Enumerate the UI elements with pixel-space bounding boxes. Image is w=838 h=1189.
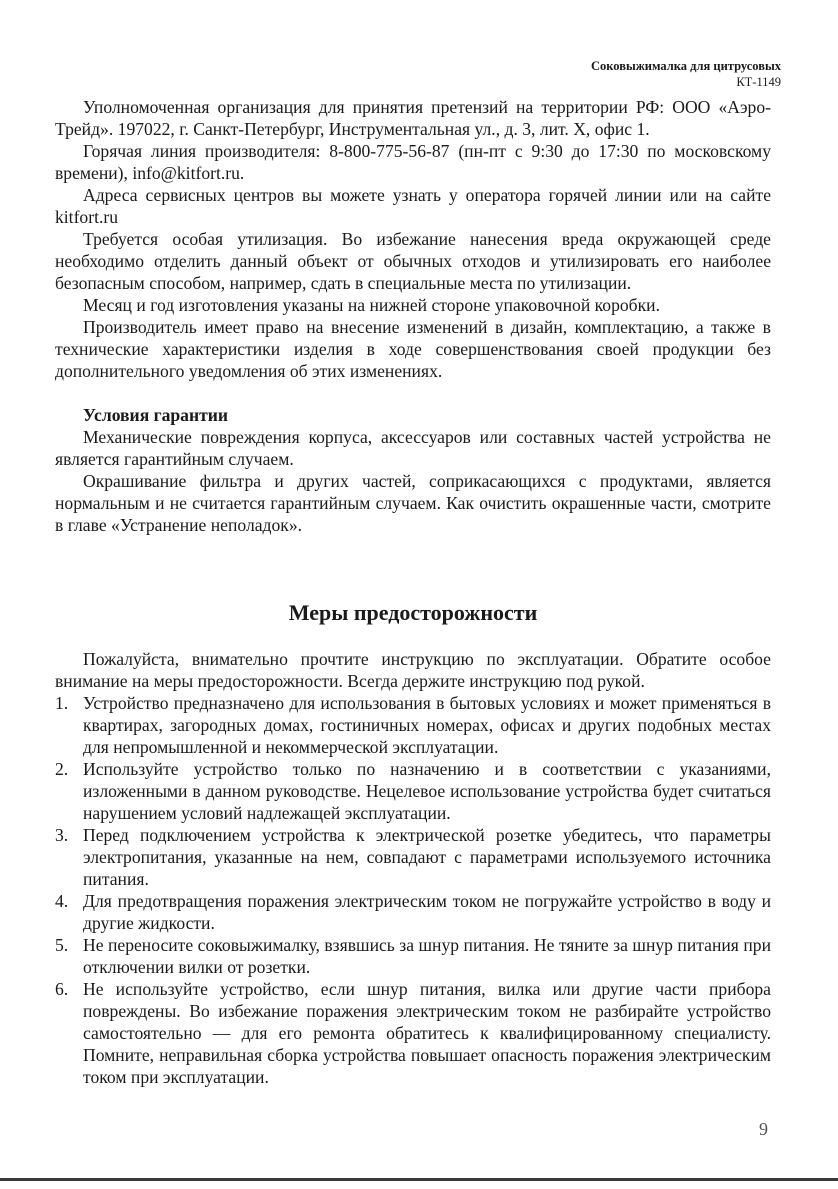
precautions-list: [55, 692, 771, 1088]
list-item: [55, 692, 771, 758]
paragraph-warranty-damage: Механические повреждения корпуса, аксессуаров или составных частей устройства не является гарантийным случаем.: [55, 427, 771, 469]
paragraph-service-centers: Адреса сервисных центров вы можете узнать у оператора горячей линии или на сайте kitfort.ru: [55, 185, 771, 227]
list-item-text: Перед подключением устройства к электрической розетке убедитесь, что параметры электропитания, указанные на нем, совпадают с параметрами используемого источника питания.: [83, 825, 771, 889]
list-item-text: Устройство предназначено для использования в бытовых условиях и может применяться в квартирах, загородных домах, гостиничных номерах, офисах и других подобных местах для непромышленной и некоммерческой эксплуатации.: [83, 693, 771, 757]
list-item: [55, 758, 771, 824]
list-item-text: Используйте устройство только по назначению и в соответствии с указаниями, изложенными в данном руководстве. Нецелевое использование устройства будет считаться нарушением условий надлежащей эксплуатации.: [83, 759, 771, 823]
precautions-section-title: Меры предосторожности: [288, 600, 538, 625]
precautions-intro: Пожалуйста, внимательно прочтите инструкцию по эксплуатации. Обратите особое внимание на меры предосторожности. Всегда держите инструкцию под рукой.: [55, 649, 771, 691]
list-item: [55, 978, 771, 1088]
list-item: [55, 934, 771, 978]
paragraph-manufacturer-rights: Производитель имеет право на внесение изменений в дизайн, комплектацию, а также в технические характеристики изделия в ходе совершенствования своей продукции без дополнительного уведомления об этих изменениях.: [55, 317, 771, 381]
paragraph-manufacture-date: Месяц и год изготовления указаны на нижней стороне упаковочной коробки.: [83, 295, 660, 315]
paragraph-claims-organization: Уполномоченная организация для принятия претензий на территории РФ: ООО «Аэро-Трейд». 197022, г. Санкт-Петербург, Инструментальная ул., д. 3, лит. Х, офис 1.: [55, 97, 771, 139]
bottom-rule: [0, 1178, 838, 1181]
list-item-text: Не используйте устройство, если шнур питания, вилка или другие части прибора повреждены. Во избежание поражения электрическим током не разбирайте устройство самостоятельно — для его ремонта обратитесь к квалифицированному специалисту. Помните, неправильная сборка устройства повышает опасность поражения электрическим током при эксплуатации.: [83, 979, 771, 1087]
list-item-number: 5.: [55, 935, 69, 955]
paragraph-disposal: Требуется особая утилизация. Во избежание нанесения вреда окружающей среде необходимо отделить данный объект от обычных отходов и утилизировать его наиболее безопасным способом, например, сдать в специальные места по утилизации.: [55, 229, 771, 293]
list-item-number: 1.: [55, 693, 69, 713]
warranty-heading: Условия гарантии: [83, 405, 229, 425]
intro-block: [55, 96, 771, 536]
list-item-number: 4.: [55, 891, 69, 911]
page-number: 9: [759, 1119, 768, 1139]
list-item-text: Не переносите соковыжималку, взявшись за шнур питания. Не тяните за шнур питания при отключении вилки от розетки.: [83, 935, 771, 977]
list-item-text: Для предотвращения поражения электрическим током не погружайте устройство в воду и другие жидкости.: [83, 891, 771, 933]
list-item-number: 6.: [55, 979, 69, 999]
precautions-block: [55, 648, 771, 1088]
list-item-number: 3.: [55, 825, 69, 845]
list-item: [55, 824, 771, 890]
list-item-number: 2.: [55, 759, 69, 779]
header-model-number: КТ-1149: [736, 75, 781, 89]
running-header: [591, 58, 781, 90]
list-item: [55, 890, 771, 934]
header-product-title: Соковыжималка для цитрусовых: [590, 59, 781, 73]
paragraph-hotline: Горячая линия производителя: 8-800-775-56-87 (пн-пт с 9:30 до 17:30 по московскому времени), info@kitfort.ru.: [55, 141, 771, 183]
paragraph-warranty-staining: Окрашивание фильтра и других частей, соприкасающихся с продуктами, является нормальным и не считается гарантийным случаем. Как очистить окрашенные части, смотрите в главе «Устранение неполадок».: [55, 471, 771, 535]
